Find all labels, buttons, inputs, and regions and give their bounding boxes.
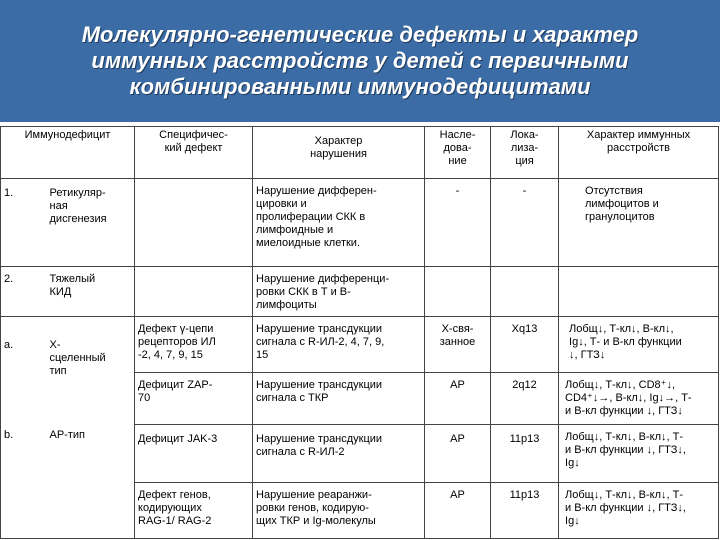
specific-defect-cell: Дефицит ZAP- 70 xyxy=(135,373,253,425)
specific-defect-cell xyxy=(135,267,253,317)
title-banner xyxy=(0,0,720,122)
inheritance-cell: АР xyxy=(425,425,491,483)
defects-table xyxy=(0,126,719,539)
table-row xyxy=(1,267,719,317)
immune-disorders-cell: Лобщ↓, Т-кл↓, В-кл↓, Т- и В-кл функции ↓, ГТЗ↓, Ig↓ xyxy=(559,425,719,483)
table-row xyxy=(1,317,719,373)
row-number: 2. xyxy=(1,267,47,317)
table-row xyxy=(1,425,719,483)
localization-cell: 11p13 xyxy=(491,483,559,539)
disorder-cell: Нарушение дифферен- цировки и пролиферации СКК в лимфоидные и миелоидные клетки. xyxy=(253,179,425,267)
immune-disorders-cell: Лобщ↓, Т-кл↓, CD8⁺↓, CD4⁺↓→, В-кл↓, Ig↓→, Т- и В-кл функции ↓, ГТЗ↓ xyxy=(559,373,719,425)
disorder-cell: Нарушение дифференци- ровки СКК в Т и В- лимфоциты xyxy=(253,267,425,317)
table-row xyxy=(1,179,719,267)
immunodeficiency-name: АР-тип xyxy=(47,425,135,539)
specific-defect-cell: Дефект γ-цепи рецепторов ИЛ -2, 4, 7, 9, 15 xyxy=(135,317,253,373)
header-disorder: Характер нарушения xyxy=(253,127,425,179)
immunodeficiency-name: Ретикуляр- ная дисгенезия xyxy=(47,179,135,267)
inheritance-cell xyxy=(425,267,491,317)
localization-cell: 11p13 xyxy=(491,425,559,483)
localization-cell: 2q12 xyxy=(491,373,559,425)
inheritance-cell: АР xyxy=(425,373,491,425)
inheritance-cell: - xyxy=(425,179,491,267)
row-number: a. xyxy=(1,317,47,425)
header-specific-defect: Специфичес- кий дефект xyxy=(135,127,253,179)
header-row xyxy=(1,127,719,179)
defects-table-container xyxy=(0,126,720,539)
specific-defect-cell: Дефицит JAK-3 xyxy=(135,425,253,483)
specific-defect-cell: Дефект генов, кодирующих RAG-1/ RAG-2 xyxy=(135,483,253,539)
row-number: b. xyxy=(1,425,47,539)
header-localization: Лока- лиза- ция xyxy=(491,127,559,179)
localization-cell xyxy=(491,267,559,317)
immunodeficiency-name: Тяжелый КИД xyxy=(47,267,135,317)
inheritance-cell: АР xyxy=(425,483,491,539)
immune-disorders-cell: Отсутствия лимфоцитов и гранулоцитов xyxy=(559,179,719,267)
immune-disorders-cell xyxy=(559,267,719,317)
header-inheritance: Насле- дова- ние xyxy=(425,127,491,179)
slide-title: Молекулярно-генетические дефекты и характер иммунных расстройств у детей с первичными комбинированными иммунодефицитами xyxy=(81,22,639,99)
disorder-cell: Нарушение трансдукции сигнала с R-ИЛ-2, 4, 7, 9, 15 xyxy=(253,317,425,373)
immune-disorders-cell: Лобщ↓, Т-кл↓, В-кл↓, Т- и В-кл функции ↓, ГТЗ↓, Ig↓ xyxy=(559,483,719,539)
row-number: 1. xyxy=(1,179,47,267)
header-immunodeficiency: Иммунодефицит xyxy=(1,127,135,179)
immune-disorders-cell: Лобщ↓, Т-кл↓, В-кл↓, Ig↓, Т- и В-кл функции ↓, ГТЗ↓ xyxy=(559,317,719,373)
immunodeficiency-name: Х- сцеленный тип xyxy=(47,317,135,425)
header-immune-disorders: Характер иммунных расстройств xyxy=(559,127,719,179)
disorder-cell: Нарушение реаранжи- ровки генов, кодирую- щих ТКР и Ig-молекулы xyxy=(253,483,425,539)
specific-defect-cell xyxy=(135,179,253,267)
disorder-cell: Нарушение трансдукции сигнала с R-ИЛ-2 xyxy=(253,425,425,483)
disorder-cell: Нарушение трансдукции сигнала с ТКР xyxy=(253,373,425,425)
localization-cell: - xyxy=(491,179,559,267)
localization-cell: Xq13 xyxy=(491,317,559,373)
inheritance-cell: Х-свя- занное xyxy=(425,317,491,373)
